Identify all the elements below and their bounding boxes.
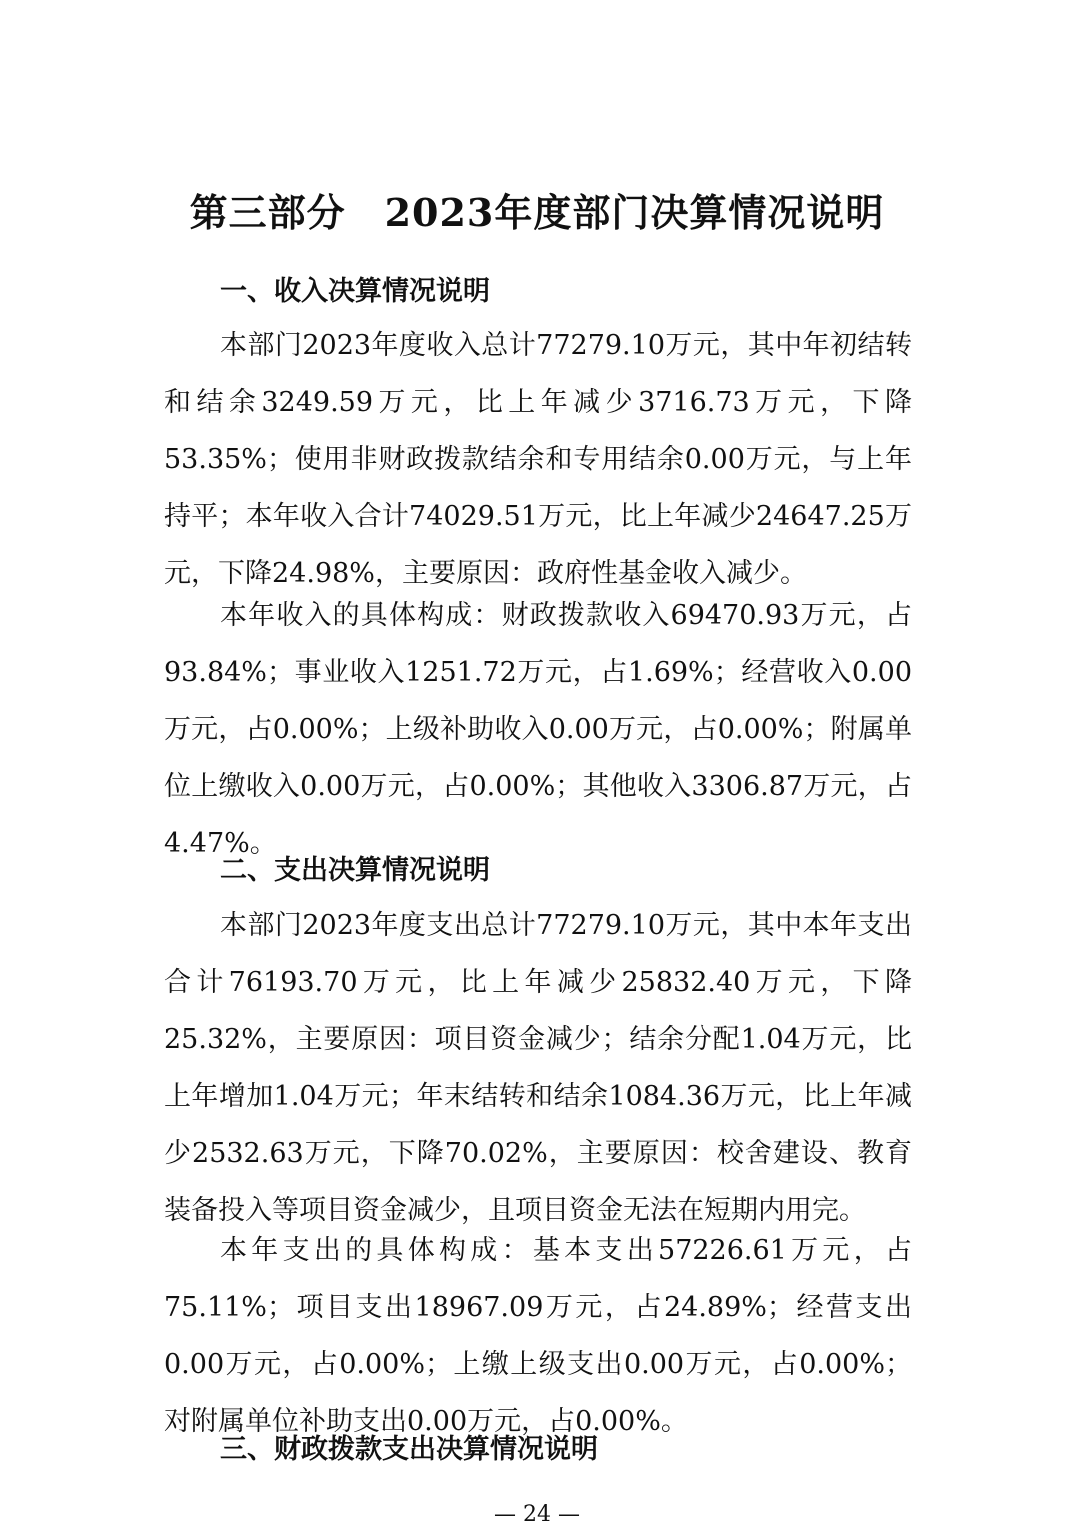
section-heading-income: 一、收入决算情况说明 <box>220 276 490 307</box>
paragraph-expenditure-summary: 本部门2023年度支出总计77279.10万元，其中本年支出合计76193.70万元，比上年减少25832.40万元，下降25.32%，主要原因：项目资金减少；结余分配1.04万元，比上年增加1.04万元；年末结转和结余1084.36万元，比上年减少2532.63万元，下降70.02%，主要原因：校舍建设、教育装备投入等项目资金减少，且项目资金无法在短期内用完。 <box>164 910 912 1226</box>
page-title: 第三部分 2023年度部门决算情况说明 <box>189 190 885 235</box>
section-heading-expenditure: 二、支出决算情况说明 <box>220 855 490 886</box>
paragraph-income-summary: 本部门2023年度收入总计77279.10万元，其中年初结转和结余3249.59万元，比上年减少3716.73万元，下降53.35%；使用非财政拨款结余和专用结余0.00万元，与上年持平；本年收入合计74029.51万元，比上年减少24647.25万元，下降24.98%，主要原因：政府性基金收入减少。 <box>164 330 912 589</box>
paragraph-expenditure-composition: 本年支出的具体构成：基本支出57226.61万元，占75.11%；项目支出18967.09万元，占24.89%；经营支出0.00万元，占0.00%；上缴上级支出0.00万元，占0.00%；对附属单位补助支出0.00万元，占0.00%。 <box>164 1235 912 1437</box>
page-number: — 24 — <box>494 1502 580 1527</box>
paragraph-income-composition: 本年收入的具体构成：财政拨款收入69470.93万元，占93.84%；事业收入1251.72万元，占1.69%；经营收入0.00万元，占0.00%；上级补助收入0.00万元，占0.00%；附属单位上缴收入0.00万元，占0.00%；其他收入3306.87万元，占4.47%。 <box>164 600 912 859</box>
section-heading-fiscal-expenditure: 三、财政拨款支出决算情况说明 <box>220 1434 598 1465</box>
